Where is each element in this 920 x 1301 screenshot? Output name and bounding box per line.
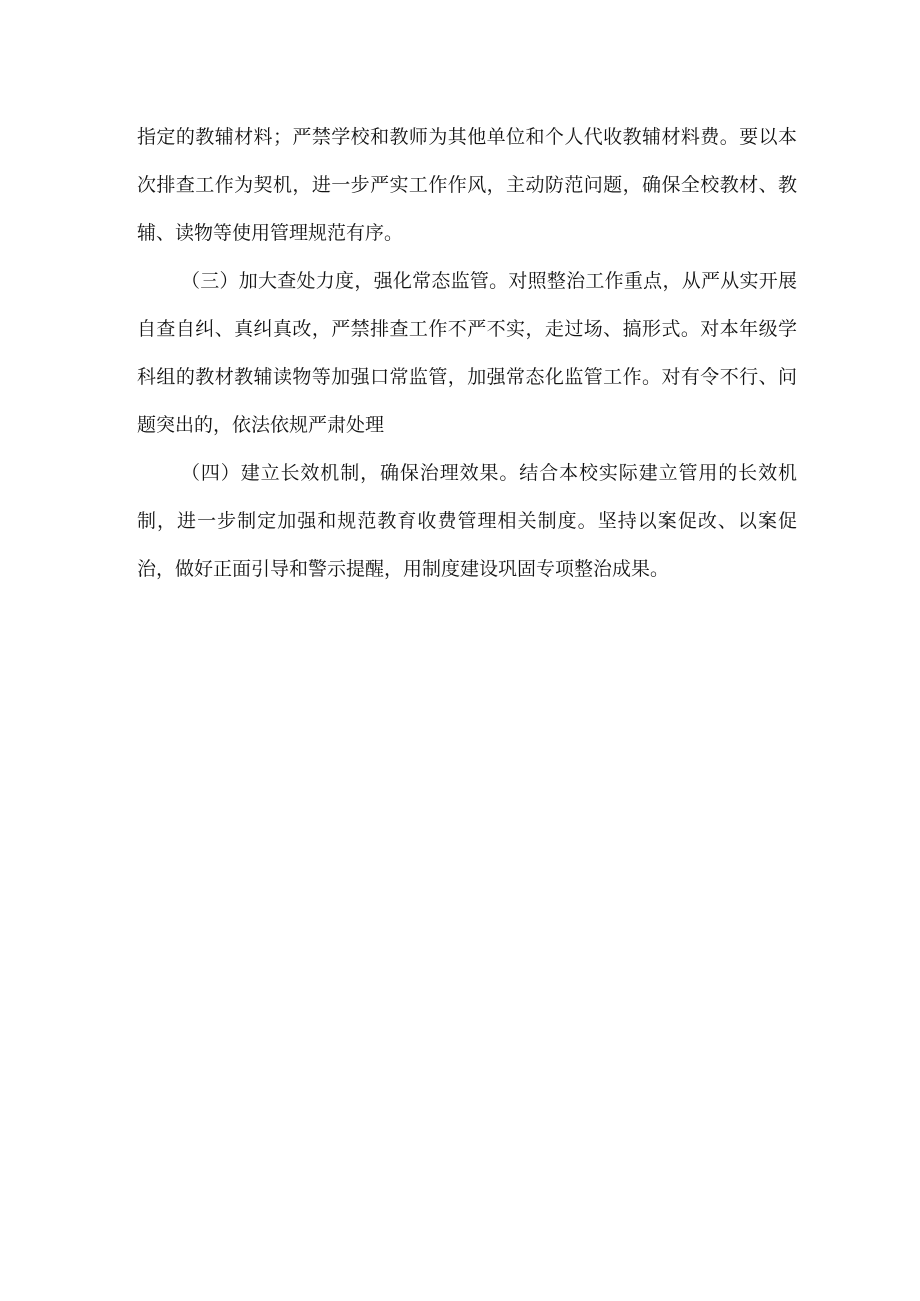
- paragraph-section-3: （三）加大查处力度，强化常态监管。对照整治工作重点，从严从实开展自查自纠、真纠真改，严禁排查工作不严不实，走过场、搞形式。对本年级学科组的教材教辅读物等加强口常监管，加强常态化监管工作。对有令不行、问题突出的，依法依规严肃处理: [137, 270, 797, 436]
- paragraph-continuation: 指定的教辅材料；严禁学校和教师为其他单位和个人代收教辅材料费。要以本次排查工作为契机，进一步严实工作作风，主动防范问题，确保全校教材、教辅、读物等使用管理规范有序。: [137, 126, 797, 244]
- document-body: [137, 113, 797, 593]
- paragraph-section-4: （四）建立长效机制，确保治理效果。结合本校实际建立管用的长效机制，进一步制定加强和规范教育收费管理相关制度。坚持以案促改、以案促治，做好正面引导和警示提醒，用制度建设巩固专项整治成果。: [137, 462, 797, 580]
